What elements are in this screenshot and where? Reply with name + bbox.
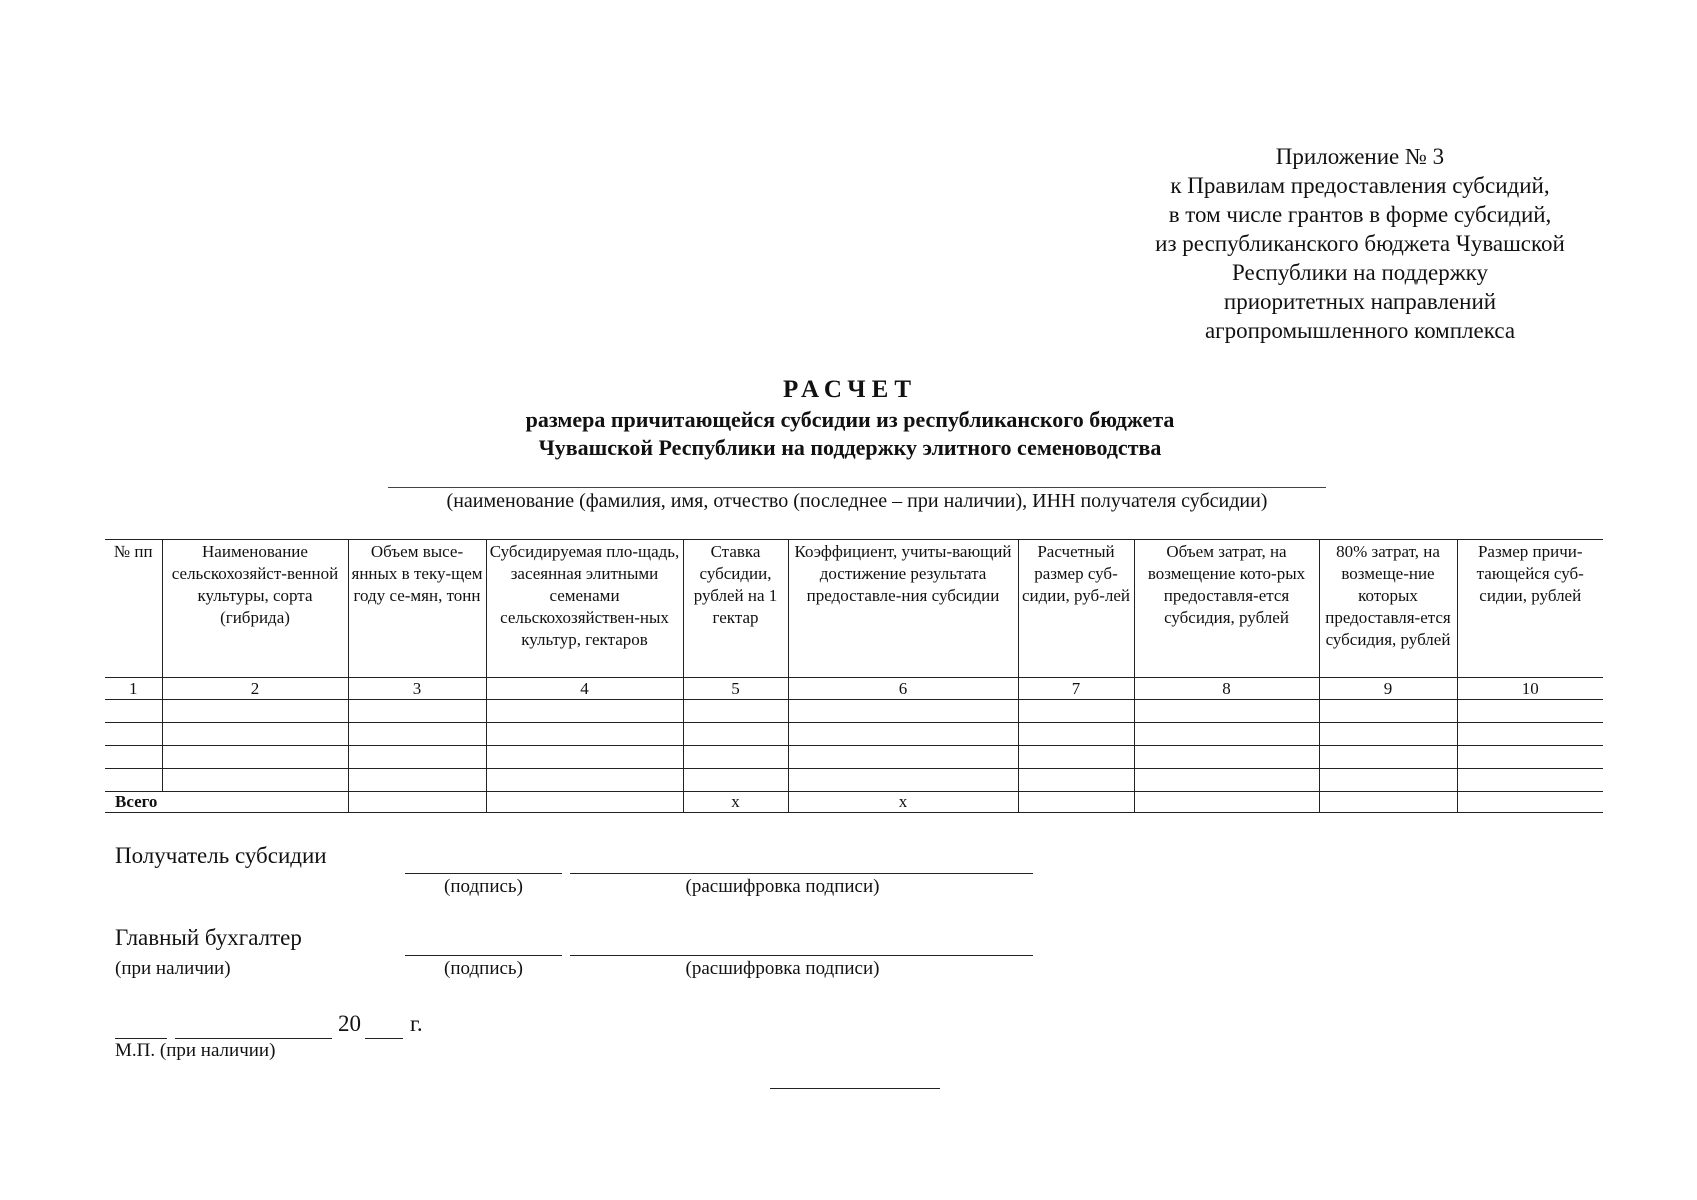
accountant-decode-field[interactable] [570, 955, 1033, 956]
stamp-note: М.П. (при наличии) [115, 1040, 276, 1061]
table-cell[interactable] [1134, 746, 1319, 769]
appendix-line: Республики на поддержку [1232, 260, 1488, 285]
table-cell[interactable] [1134, 723, 1319, 746]
table-cell[interactable] [788, 746, 1018, 769]
table-row[interactable] [105, 769, 1603, 792]
date-month-field[interactable] [175, 1038, 332, 1039]
column-number: 6 [788, 678, 1018, 700]
recipient-name-field[interactable] [388, 487, 1326, 488]
table-cell[interactable] [162, 723, 348, 746]
table-cell [162, 792, 348, 813]
table-cell[interactable] [162, 769, 348, 792]
table-cell[interactable] [162, 700, 348, 723]
appendix-line: к Правилам предоставления субсидий, [1170, 173, 1550, 198]
column-number-row [105, 678, 1603, 700]
accountant-label: Главный бухгалтер [115, 925, 302, 950]
date-year-suffix: г. [410, 1011, 423, 1036]
table-cell[interactable] [788, 769, 1018, 792]
table-cell[interactable] [486, 700, 683, 723]
table-cell[interactable] [1134, 700, 1319, 723]
table-cell[interactable] [1319, 746, 1457, 769]
table-cell[interactable] [1457, 769, 1603, 792]
table-cell[interactable] [788, 723, 1018, 746]
column-number: 2 [162, 678, 348, 700]
table-cell[interactable] [348, 792, 486, 813]
appendix-line: в том числе грантов в форме субсидий, [1168, 202, 1552, 227]
table-cell[interactable] [1018, 700, 1134, 723]
column-number: 10 [1457, 678, 1603, 700]
recipient-caption: (наименование (фамилия, имя, отчество (последнее – при наличии), ИНН получателя субсидии) [446, 490, 1268, 512]
table-cell[interactable] [486, 769, 683, 792]
table-cell[interactable] [105, 769, 162, 792]
date-year-prefix: 20 [338, 1011, 361, 1036]
table-cell[interactable] [1457, 792, 1603, 813]
title-main: РАСЧЕТ [782, 376, 917, 403]
title-line-2: Чувашской Республики на поддержку элитного семеноводства [538, 435, 1162, 460]
appendix-line: из республиканского бюджета Чувашской [1155, 231, 1565, 256]
calculation-table [105, 539, 1603, 813]
table-cell[interactable] [683, 746, 788, 769]
header-cell: Коэффициент, учиты-вающий достижение результата предоставле-ния субсидии [788, 540, 1018, 678]
table-row[interactable] [105, 723, 1603, 746]
table-cell[interactable] [788, 700, 1018, 723]
total-row [105, 792, 1603, 813]
table-header-row [105, 540, 1603, 678]
title-line-1: размера причитающейся субсидии из республиканского бюджета [525, 407, 1175, 432]
column-number: 5 [683, 678, 788, 700]
column-number: 3 [348, 678, 486, 700]
table-cell[interactable] [1457, 746, 1603, 769]
header-cell: № пп [105, 540, 162, 678]
header-cell: Наименование сельскохозяйст-венной культуры, сорта (гибрида) [162, 540, 348, 678]
table-cell[interactable] [348, 700, 486, 723]
decode-caption: (расшифровка подписи) [685, 958, 880, 979]
table-cell[interactable] [683, 723, 788, 746]
header-cell: Ставка субсидии, рублей на 1 гектар [683, 540, 788, 678]
header-cell: 80% затрат, на возмеще-ние которых предоставля-ется субсидия, рублей [1319, 540, 1457, 678]
table-cell[interactable] [683, 769, 788, 792]
table-cell[interactable] [348, 723, 486, 746]
table-cell[interactable] [1134, 792, 1319, 813]
header-cell: Расчетный размер суб-сидии, руб-лей [1018, 540, 1134, 678]
table-cell[interactable] [1319, 769, 1457, 792]
table-cell[interactable] [105, 746, 162, 769]
table-cell[interactable] [1018, 769, 1134, 792]
appendix-block [1090, 142, 1630, 345]
recipient-label: Получатель субсидии [115, 843, 327, 868]
table-cell[interactable] [1319, 700, 1457, 723]
appendix-line: агропромышленного комплекса [1204, 318, 1516, 343]
table-cell[interactable] [1018, 792, 1134, 813]
accountant-note: (при наличии) [115, 958, 231, 979]
appendix-line: Приложение № 3 [1275, 144, 1445, 169]
closing-divider [770, 1088, 940, 1089]
table-cell[interactable] [1457, 723, 1603, 746]
column-number: 1 [105, 678, 162, 700]
column-number: 7 [1018, 678, 1134, 700]
table-row[interactable] [105, 700, 1603, 723]
table-cell[interactable] [1319, 792, 1457, 813]
header-cell: Субсидируемая пло-щадь, засеянная элитными семенами сельскохозяйствен-ных культур, гектаров [486, 540, 683, 678]
column-number: 8 [1134, 678, 1319, 700]
table-cell[interactable] [1319, 723, 1457, 746]
recipient-decode-field[interactable] [570, 873, 1033, 874]
total-x-mark: х [788, 792, 1018, 813]
date-day-field[interactable] [115, 1038, 167, 1039]
table-cell[interactable] [683, 700, 788, 723]
table-cell[interactable] [162, 746, 348, 769]
table-cell[interactable] [1018, 746, 1134, 769]
signature-caption: (подпись) [444, 958, 523, 979]
table-cell[interactable] [105, 700, 162, 723]
header-cell: Размер причи-тающейся суб-сидии, рублей [1457, 540, 1603, 678]
accountant-signature-field[interactable] [405, 955, 562, 956]
header-cell: Объем затрат, на возмещение кото-рых предоставля-ется субсидия, рублей [1134, 540, 1319, 678]
table-cell[interactable] [1018, 723, 1134, 746]
header-cell: Объем высе-янных в теку-щем году се-мян, тонн [348, 540, 486, 678]
total-x-mark: х [683, 792, 788, 813]
appendix-line: приоритетных направлений [1223, 289, 1497, 314]
table-cell[interactable] [486, 792, 683, 813]
table-cell[interactable] [105, 723, 162, 746]
table-cell[interactable] [486, 746, 683, 769]
total-label: Всего [105, 792, 162, 813]
decode-caption: (расшифровка подписи) [685, 876, 880, 897]
signature-caption: (подпись) [444, 876, 523, 897]
table-cell[interactable] [348, 746, 486, 769]
table-row[interactable] [105, 746, 1603, 769]
table-cell[interactable] [486, 723, 683, 746]
table-cell[interactable] [348, 769, 486, 792]
document-title [400, 374, 1300, 462]
column-number: 9 [1319, 678, 1457, 700]
table-cell[interactable] [1457, 700, 1603, 723]
date-year-field[interactable] [365, 1038, 403, 1039]
recipient-signature-field[interactable] [405, 873, 562, 874]
table-cell[interactable] [1134, 769, 1319, 792]
column-number: 4 [486, 678, 683, 700]
